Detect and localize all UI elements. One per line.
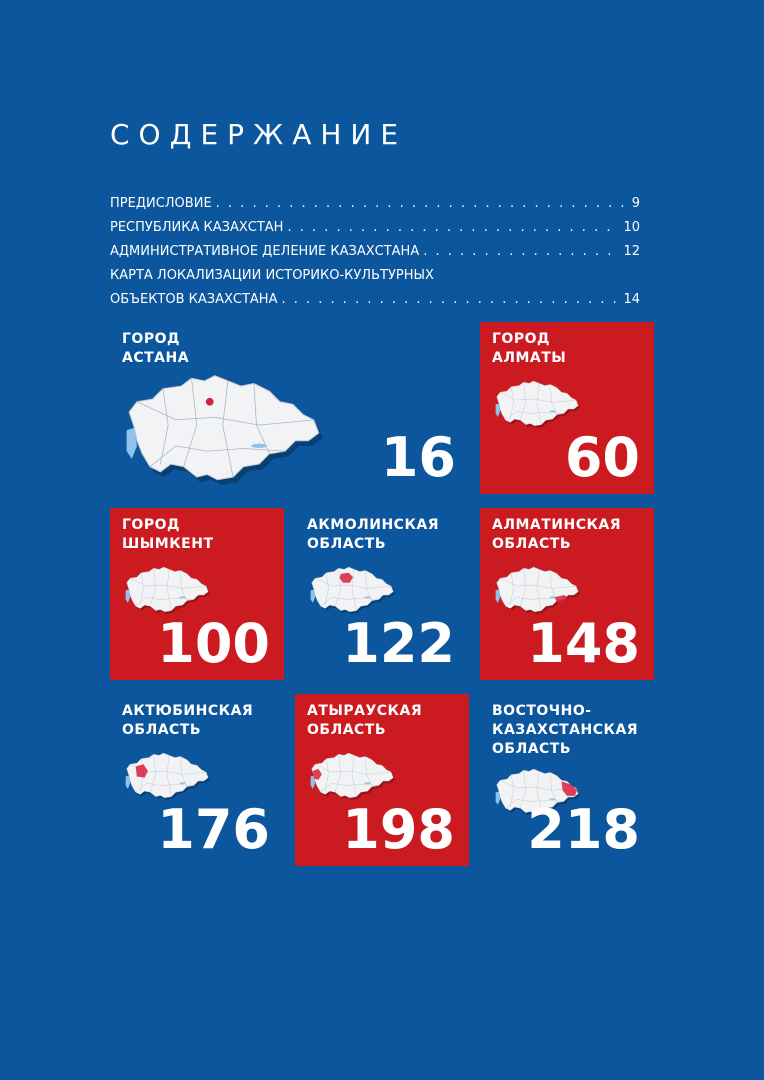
tile-page-number: 176 xyxy=(157,798,270,861)
table-of-contents xyxy=(110,192,640,312)
tile-aktobe[interactable] xyxy=(110,694,284,866)
toc-entry-map-line2[interactable] xyxy=(110,288,640,312)
kazakhstan-map-svg xyxy=(120,566,215,614)
country-outline xyxy=(312,753,393,798)
page-title: СОДЕРЖАНИЕ xyxy=(110,118,408,151)
kazakhstan-map-svg xyxy=(305,752,400,800)
country-outline xyxy=(312,567,393,612)
toc-leader-dots xyxy=(287,216,619,240)
kazakhstan-map-icon xyxy=(490,380,585,428)
country-outline xyxy=(129,376,319,480)
country-outline xyxy=(497,567,578,612)
tile-page-number: 100 xyxy=(157,612,270,675)
toc-leader-dots xyxy=(281,288,619,312)
kazakhstan-map-svg xyxy=(490,380,585,428)
tile-name: АТЫРАУСКАЯ ОБЛАСТЬ xyxy=(307,703,423,738)
toc-entry-republic[interactable] xyxy=(110,216,640,240)
kazakhstan-map-icon xyxy=(305,752,400,800)
kazakhstan-map-svg xyxy=(490,566,585,614)
tile-shymkent[interactable] xyxy=(110,508,284,680)
kazakhstan-map-icon xyxy=(124,370,324,488)
toc-entry-label: АДМИНИСТРАТИВНОЕ ДЕЛЕНИЕ КАЗАХСТАНА xyxy=(110,244,420,259)
tile-east-kazakhstan[interactable] xyxy=(480,694,654,866)
toc-entry-label: КАРТА ЛОКАЛИЗАЦИИ ИСТОРИКО-КУЛЬТУРНЫХ xyxy=(110,268,434,283)
capital-marker xyxy=(206,398,214,406)
country-outline xyxy=(497,381,578,426)
tile-page-number: 148 xyxy=(527,612,640,675)
toc-entry-label: ОБЪЕКТОВ КАЗАХСТАНА xyxy=(110,292,278,307)
tile-page-number: 198 xyxy=(342,798,455,861)
toc-entry-page: 14 xyxy=(623,292,640,307)
tile-name: ВОСТОЧНО- КАЗАХСТАНСКАЯ ОБЛАСТЬ xyxy=(492,703,639,757)
tile-name: ГОРОД АСТАНА xyxy=(122,331,190,366)
kazakhstan-map-icon xyxy=(490,566,585,614)
balkhash-lake xyxy=(364,596,371,598)
toc-entry-label: РЕСПУБЛИКА КАЗАХСТАН xyxy=(110,220,284,235)
tile-almaty-region[interactable] xyxy=(480,508,654,680)
tile-name: АКТЮБИНСКАЯ ОБЛАСТЬ xyxy=(122,703,254,738)
tile-name: АЛМАТИНСКАЯ ОБЛАСТЬ xyxy=(492,517,622,552)
kazakhstan-map-icon xyxy=(120,752,215,800)
toc-leader-dots xyxy=(423,240,619,264)
balkhash-lake xyxy=(251,444,267,448)
toc-entry-preface[interactable] xyxy=(110,192,640,216)
toc-entry-page: 9 xyxy=(631,196,640,211)
kazakhstan-map-svg xyxy=(124,370,324,488)
tile-name: АКМОЛИНСКАЯ ОБЛАСТЬ xyxy=(307,517,440,552)
balkhash-lake xyxy=(179,782,186,784)
tile-page-number: 218 xyxy=(527,798,640,861)
tile-akmola[interactable] xyxy=(295,508,469,680)
balkhash-lake xyxy=(364,782,371,784)
tile-atyrau[interactable] xyxy=(295,694,469,866)
toc-entry-admin-division[interactable] xyxy=(110,240,640,264)
tile-page-number: 122 xyxy=(342,612,455,675)
toc-entry-map-line1[interactable] xyxy=(110,264,640,288)
toc-leader-dots xyxy=(216,192,628,216)
kazakhstan-map-icon xyxy=(305,566,400,614)
balkhash-lake xyxy=(549,410,556,412)
tile-almaty-city[interactable] xyxy=(480,322,654,494)
tile-name: ГОРОД ШЫМКЕНТ xyxy=(122,517,214,552)
kazakhstan-map-svg xyxy=(305,566,400,614)
balkhash-lake xyxy=(179,596,186,598)
kazakhstan-map-svg xyxy=(120,752,215,800)
country-outline xyxy=(127,567,208,612)
tile-page-number: 16 xyxy=(380,426,456,489)
kazakhstan-map-icon xyxy=(120,566,215,614)
tile-name: ГОРОД АЛМАТЫ xyxy=(492,331,567,366)
tile-page-number: 60 xyxy=(564,426,640,489)
toc-entry-page: 10 xyxy=(623,220,640,235)
toc-entry-label: ПРЕДИСЛОВИЕ xyxy=(110,196,212,211)
toc-entry-page: 12 xyxy=(623,244,640,259)
tile-astana[interactable] xyxy=(110,322,470,494)
